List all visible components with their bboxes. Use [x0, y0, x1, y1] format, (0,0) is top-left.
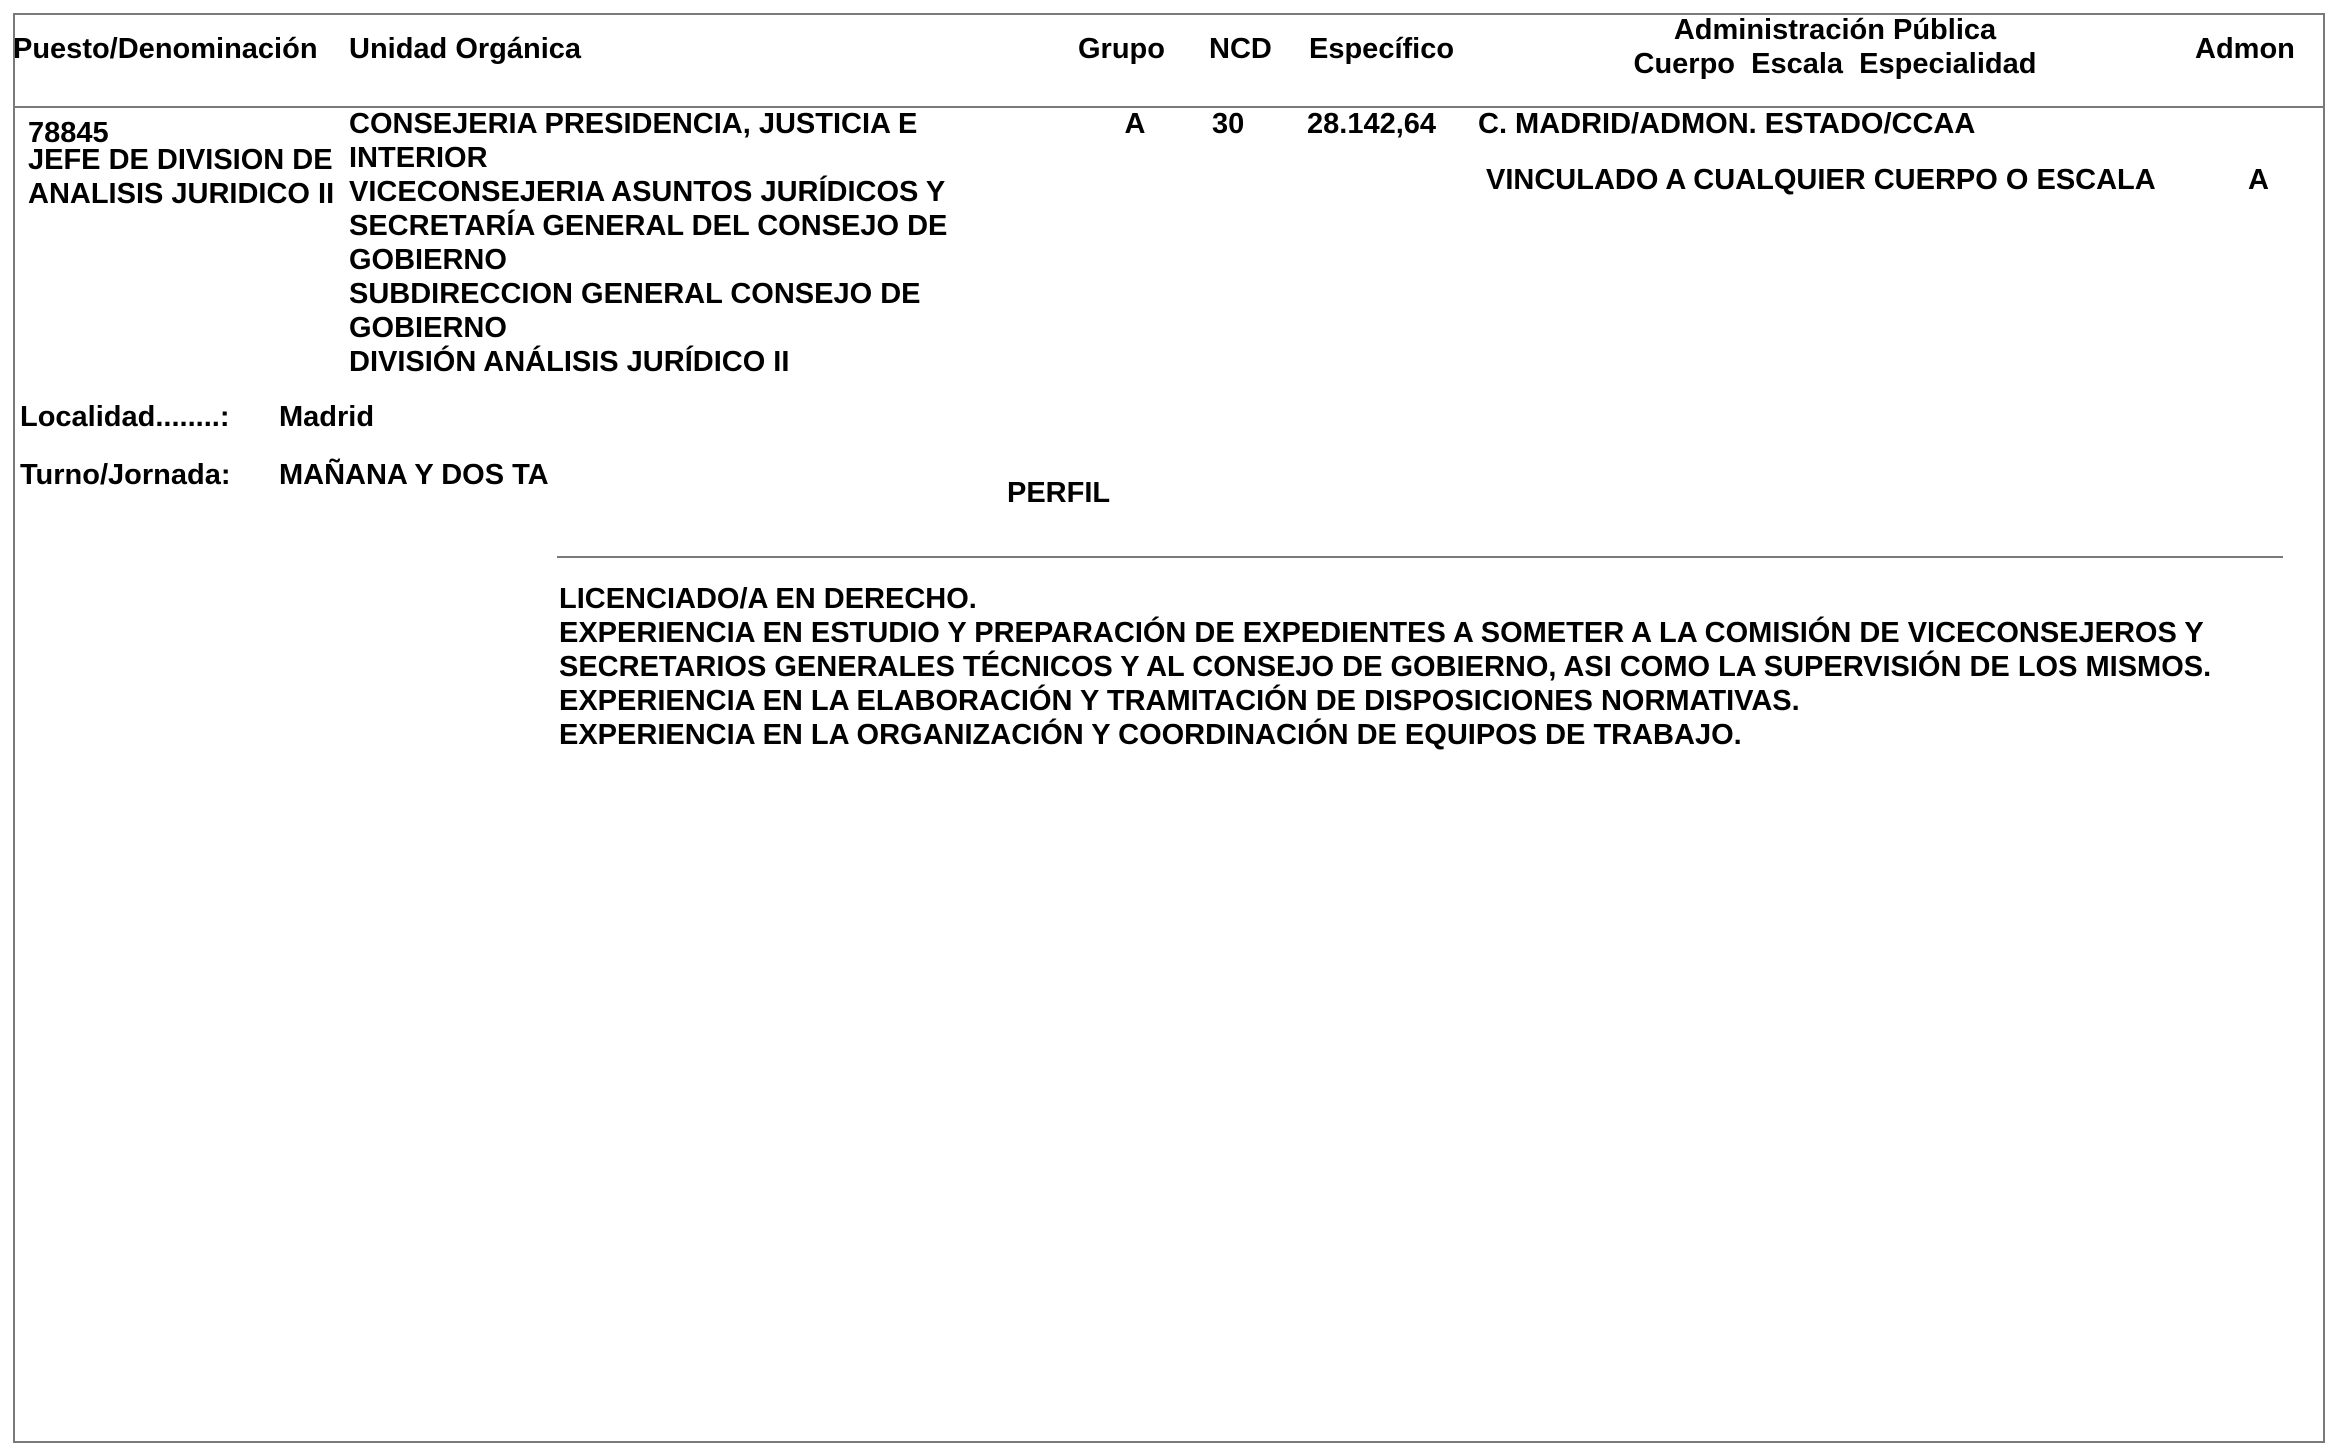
perfil-line: EXPERIENCIA EN ESTUDIO Y PREPARACIÓN DE EXPEDIENTES A SOMETER A LA COMISIÓN DE VICECONSEJEROS Y [559, 617, 2204, 649]
perfil-divider [557, 556, 2283, 558]
perfil-title: PERFIL [1007, 477, 1111, 509]
header-puesto: Puesto/Denominación [13, 33, 318, 65]
unidad-line: SECRETARÍA GENERAL DEL CONSEJO DE [349, 210, 948, 242]
unidad-line: DIVISIÓN ANÁLISIS JURÍDICO II [349, 346, 790, 378]
perfil-description [559, 582, 2211, 752]
unidad-line: GOBIERNO [349, 312, 507, 344]
puesto-line: ANALISIS JURIDICO II [28, 178, 335, 210]
unidad-line: CONSEJERIA PRESIDENCIA, JUSTICIA E [349, 108, 918, 140]
header-especifico: Específico [1309, 33, 1455, 65]
perfil-line: SECRETARIOS GENERALES TÉCNICOS Y AL CONSEJO DE GOBIERNO, ASI COMO LA SUPERVISIÓN DE LOS MISMOS. [559, 651, 2212, 683]
unidad-organica [349, 107, 947, 379]
header-cuerpo-escala: Cuerpo Escala Especialidad [1633, 48, 2037, 80]
header-grupo: Grupo [1078, 33, 1165, 65]
localidad-value: Madrid [279, 401, 375, 433]
header-administracion-publica: Administración Pública [1673, 14, 1997, 46]
unidad-line: SUBDIRECCION GENERAL CONSEJO DE [349, 278, 921, 310]
header-ncd: NCD [1209, 33, 1272, 65]
puesto-code: 78845 [28, 117, 109, 149]
cuerpo-escala-value: VINCULADO A CUALQUIER CUERPO O ESCALA [1486, 164, 2156, 196]
admon-value: A [2248, 164, 2269, 196]
perfil-line: LICENCIADO/A EN DERECHO. [559, 583, 977, 615]
header-unidad: Unidad Orgánica [349, 33, 582, 65]
unidad-line: GOBIERNO [349, 244, 507, 276]
perfil-line: EXPERIENCIA EN LA ELABORACIÓN Y TRAMITACIÓN DE DISPOSICIONES NORMATIVAS. [559, 685, 1800, 717]
ncd-value: 30 [1212, 108, 1245, 140]
localidad-label: Localidad........: [20, 401, 230, 433]
turno-label: Turno/Jornada: [20, 459, 231, 491]
administracion-value: C. MADRID/ADMON. ESTADO/CCAA [1478, 108, 1976, 140]
especifico-value: 28.142,64 [1307, 108, 1437, 140]
puesto-denominacion [28, 143, 334, 211]
puesto-line: JEFE DE DIVISION DE [28, 144, 333, 176]
grupo-value: A [1124, 108, 1146, 140]
unidad-line: VICECONSEJERIA ASUNTOS JURÍDICOS Y [349, 176, 946, 208]
turno-value: MAÑANA Y DOS TA [279, 459, 549, 491]
header-admon: Admon [2195, 33, 2295, 65]
perfil-line: EXPERIENCIA EN LA ORGANIZACIÓN Y COORDINACIÓN DE EQUIPOS DE TRABAJO. [559, 719, 1742, 751]
unidad-line: INTERIOR [349, 142, 488, 174]
